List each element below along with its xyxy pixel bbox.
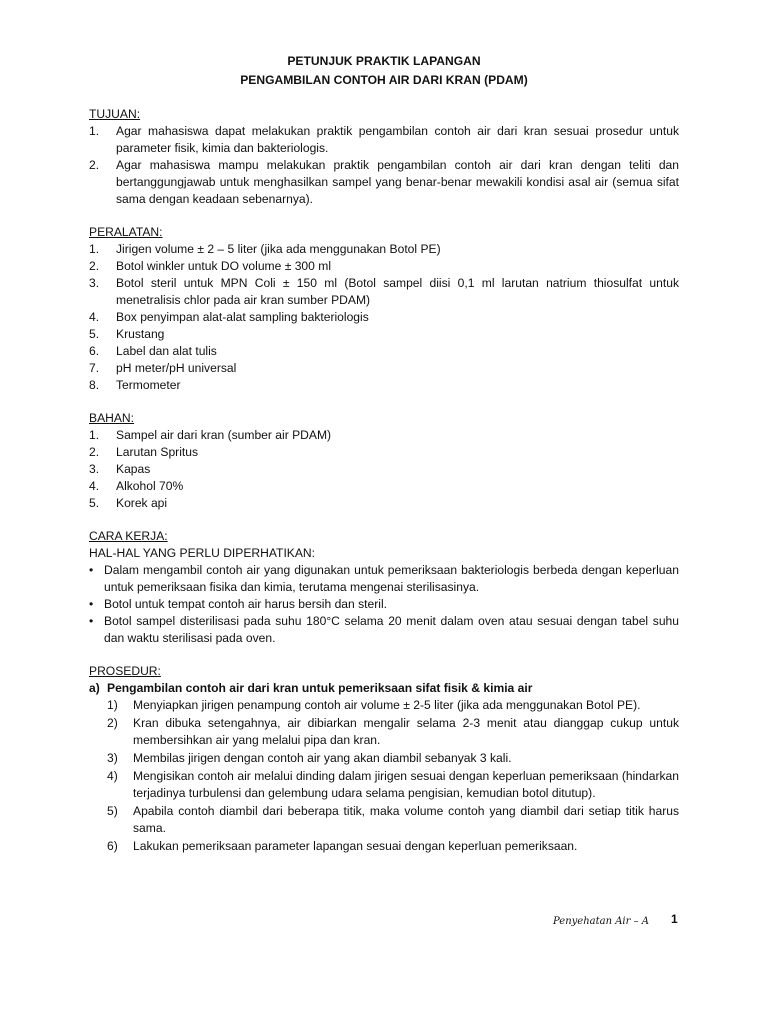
- item-number: 1.: [89, 242, 100, 256]
- list-item: [89, 343, 679, 360]
- item-number: 8.: [89, 378, 100, 392]
- step-number: 3): [107, 751, 118, 765]
- bullet-item: [89, 562, 679, 596]
- item-number: 3.: [89, 462, 100, 476]
- item-text: Botol steril untuk MPN Coli ± 150 ml (Botol sampel diisi 0,1 ml larutan natrium thiosulfat untuk menetralisis chlor pada air kran sumber PDAM): [116, 276, 679, 307]
- item-text: pH meter/pH universal: [116, 361, 237, 375]
- item-number: 7.: [89, 361, 100, 375]
- cara-kerja-list: [89, 562, 679, 647]
- step-text: Apabila contoh diambil dari beberapa titik, maka volume contoh yang diambil dari setiap titik harus sama.: [133, 804, 679, 835]
- section-peralatan: [89, 224, 679, 394]
- item-text: Box penyimpan alat-alat sampling bakteriologis: [116, 310, 369, 324]
- item-number: 5.: [89, 496, 100, 510]
- item-number: 4.: [89, 479, 100, 493]
- item-number: 5.: [89, 327, 100, 341]
- item-number: 2.: [89, 445, 100, 459]
- list-item: [89, 326, 679, 343]
- item-number: 2.: [89, 158, 100, 172]
- bullet-item: [89, 613, 679, 647]
- prosedur-steps: [89, 697, 679, 855]
- bullet-item: [89, 596, 679, 613]
- item-text: Agar mahasiswa dapat melakukan praktik pengambilan contoh air dari kran sesuai prosedur untuk parameter fisik, kimia dan bakteriologis.: [116, 124, 679, 155]
- step-number: 1): [107, 698, 118, 712]
- section-tujuan: [89, 106, 679, 208]
- list-item: [89, 360, 679, 377]
- bullet-icon: •: [89, 597, 94, 611]
- list-item: [89, 275, 679, 309]
- item-text: Korek api: [116, 496, 168, 510]
- step-number: 4): [107, 769, 118, 783]
- section-cara-kerja: [89, 528, 679, 647]
- step-number: 5): [107, 804, 118, 818]
- step-text: Membilas jirigen dengan contoh air yang akan diambil sebanyak 3 kali.: [133, 751, 512, 765]
- procedure-step: [89, 838, 679, 855]
- item-text: Alkohol 70%: [116, 479, 184, 493]
- item-text: Botol sampel disterilisasi pada suhu 180°C selama 20 menit dalam oven atau sesuai dengan tabel suhu dan waktu sterilisasi pada oven.: [104, 614, 679, 645]
- section-heading-prosedur: PROSEDUR:: [89, 664, 161, 678]
- item-number: 1.: [89, 428, 100, 442]
- section-bahan: [89, 410, 679, 512]
- step-text: Lakukan pemeriksaan parameter lapangan sesuai dengan keperluan pemeriksaan.: [133, 839, 578, 853]
- item-text: Dalam mengambil contoh air yang digunakan untuk pemeriksaan bakteriologis berbeda dengan keperluan untuk pemeriksaan fisika dan kimia, terutama mengenai sterilisasinya.: [104, 563, 679, 594]
- list-item: [89, 123, 679, 157]
- bullet-icon: •: [89, 563, 94, 577]
- item-number: 2.: [89, 259, 100, 273]
- document-body: [89, 52, 679, 856]
- document-title: [89, 52, 679, 90]
- cara-kerja-subheading: HAL-HAL YANG PERLU DIPERHATIKAN:: [89, 546, 316, 560]
- list-item: [89, 444, 679, 461]
- list-item: [89, 478, 679, 495]
- item-number: 3.: [89, 276, 100, 290]
- item-text: Sampel air dari kran (sumber air PDAM): [116, 428, 332, 442]
- list-item: [89, 377, 679, 394]
- procedure-step: [89, 697, 679, 714]
- page-number: 1: [671, 912, 678, 926]
- bahan-list: [89, 427, 679, 512]
- peralatan-list: [89, 241, 679, 394]
- item-number: 6.: [89, 344, 100, 358]
- bullet-icon: •: [89, 614, 94, 628]
- prosedur-part-a-heading: [89, 680, 679, 697]
- procedure-step: [89, 750, 679, 767]
- item-text: Termometer: [116, 378, 181, 392]
- title-line-2: PENGAMBILAN CONTOH AIR DARI KRAN (PDAM): [240, 73, 528, 87]
- procedure-step: [89, 768, 679, 802]
- step-text: Kran dibuka setengahnya, air dibiarkan mengalir selama 2-3 menit atau dianggap cukup untuk membersihkan air yang melalui pipa dan kran.: [133, 716, 679, 747]
- item-text: Label dan alat tulis: [116, 344, 217, 358]
- procedure-step: [89, 803, 679, 837]
- title-line-1: PETUNJUK PRAKTIK LAPANGAN: [287, 54, 481, 68]
- section-heading-tujuan: TUJUAN:: [89, 107, 141, 121]
- section-heading-peralatan: PERALATAN:: [89, 225, 163, 239]
- item-text: Kapas: [116, 462, 151, 476]
- step-text: Menyiapkan jirigen penampung contoh air volume ± 2-5 liter (jika ada menggunakan Botol PE).: [133, 698, 641, 712]
- tujuan-list: [89, 123, 679, 208]
- item-text: Agar mahasiswa mampu melakukan praktik pengambilan contoh air dari kran dengan teliti dan bertanggungjawab untuk menghasilkan sampel yang benar-benar mewakili kondisi asal air (semua sifat sama dengan keadaan sebenarnya).: [116, 158, 679, 206]
- list-item: [89, 427, 679, 444]
- list-item: [89, 309, 679, 326]
- page-footer-text: Penyehatan Air – A: [553, 916, 649, 927]
- item-text: Larutan Spritus: [116, 445, 199, 459]
- procedure-step: [89, 715, 679, 749]
- part-label: a): [89, 681, 100, 695]
- list-item: [89, 495, 679, 512]
- item-text: Botol winkler untuk DO volume ± 300 ml: [116, 259, 332, 273]
- item-text: Krustang: [116, 327, 165, 341]
- list-item: [89, 461, 679, 478]
- step-number: 2): [107, 716, 118, 730]
- item-text: Jirigen volume ± 2 – 5 liter (jika ada menggunakan Botol PE): [116, 242, 441, 256]
- item-number: 4.: [89, 310, 100, 324]
- list-item: [89, 241, 679, 258]
- section-prosedur: [89, 663, 679, 855]
- item-text: Botol untuk tempat contoh air harus bersih dan steril.: [104, 597, 388, 611]
- section-heading-cara-kerja: CARA KERJA:: [89, 529, 168, 543]
- part-title: Pengambilan contoh air dari kran untuk pemeriksaan sifat fisik & kimia air: [107, 681, 533, 695]
- list-item: [89, 258, 679, 275]
- list-item: [89, 157, 679, 208]
- item-number: 1.: [89, 124, 100, 138]
- section-heading-bahan: BAHAN:: [89, 411, 135, 425]
- step-number: 6): [107, 839, 118, 853]
- step-text: Mengisikan contoh air melalui dinding dalam jirigen sesuai dengan keperluan pemeriksaan (hindarkan terjadinya turbulensi dan gelembung udara selama pengisian, kemudian botol ditutup).: [133, 769, 679, 800]
